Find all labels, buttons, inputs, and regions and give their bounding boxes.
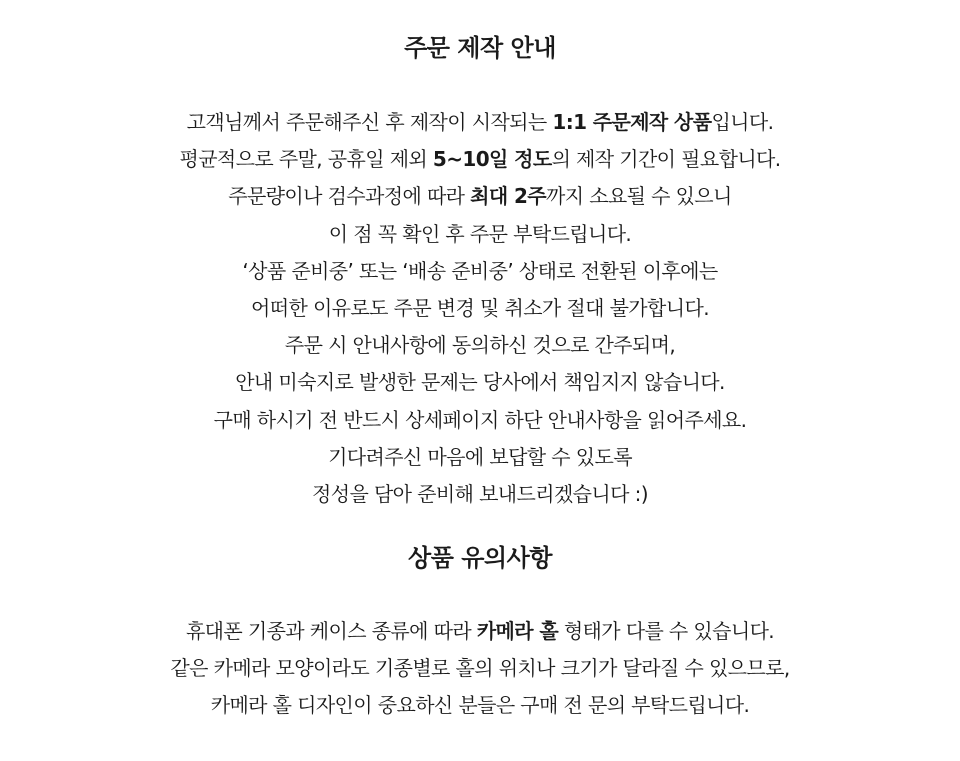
text-line: [0, 687, 960, 724]
body-text: 기다려주신 마음에 보답할 수 있도록: [328, 444, 632, 469]
text-line: [0, 104, 960, 141]
body-text: 안내 미숙지로 발생한 문제는 당사에서 책임지지 않습니다.: [235, 370, 725, 395]
text-line: [0, 327, 960, 364]
body-text: 고객님께서 주문해주신 후 제작이 시작되는: [186, 110, 553, 134]
text-line: [0, 613, 960, 650]
body-text: 주문량이나 검수과정에 따라: [228, 184, 471, 209]
body-text: ‘상품 준비중’ 또는 ‘배송 준비중’ 상태로 전환된 이후에는: [242, 258, 718, 283]
text-line: [0, 402, 960, 439]
text-line: [0, 650, 960, 687]
emphasis-text: 5~10일 정도: [432, 147, 552, 172]
body-text: 평균적으로 주말, 공휴일 제외: [179, 147, 433, 172]
product-caution-body: [0, 613, 960, 725]
text-line: [0, 476, 960, 513]
body-text: 어떠한 이유로도 주문 변경 및 취소가 절대 불가합니다.: [251, 296, 709, 321]
product-caution-title: 상품 유의사항: [408, 544, 552, 572]
body-text: 구매 하시기 전 반드시 상세페이지 하단 안내사항을 읽어주세요.: [213, 407, 747, 432]
body-text: 카메라 홀 디자인이 중요하신 분들은 구매 전 문의 부탁드립니다.: [210, 693, 750, 718]
text-line: [0, 253, 960, 290]
text-line: [0, 216, 960, 253]
body-text: 의 제작 기간이 필요합니다.: [551, 147, 781, 172]
text-line: [0, 290, 960, 327]
emphasis-text: 카메라 홀: [476, 619, 559, 643]
body-text: 형태가 다를 수 있습니다.: [558, 619, 775, 643]
body-text: 휴대폰 기종과 케이스 종류에 따라: [185, 619, 477, 643]
order-production-notice-body: [0, 104, 960, 513]
text-line: [0, 141, 960, 178]
text-line: [0, 439, 960, 476]
body-text: 이 점 꼭 확인 후 주문 부탁드립니다.: [328, 221, 632, 246]
emphasis-text: 1:1 주문제작 상품: [552, 110, 712, 134]
body-text: 까지 소요될 수 있으니: [546, 184, 732, 209]
body-text: 같은 카메라 모양이라도 기종별로 홀의 위치나 크기가 달라질 수 있으므로,: [170, 656, 790, 681]
text-line: [0, 178, 960, 215]
order-production-notice-title: 주문 제작 안내: [404, 34, 556, 62]
body-text: 주문 시 안내사항에 동의하신 것으로 간주되며,: [284, 333, 676, 358]
body-text: 입니다.: [711, 110, 774, 134]
body-text: 정성을 담아 준비해 보내드리겠습니다 :): [312, 482, 648, 507]
text-line: [0, 364, 960, 401]
emphasis-text: 최대 2주: [470, 184, 546, 209]
